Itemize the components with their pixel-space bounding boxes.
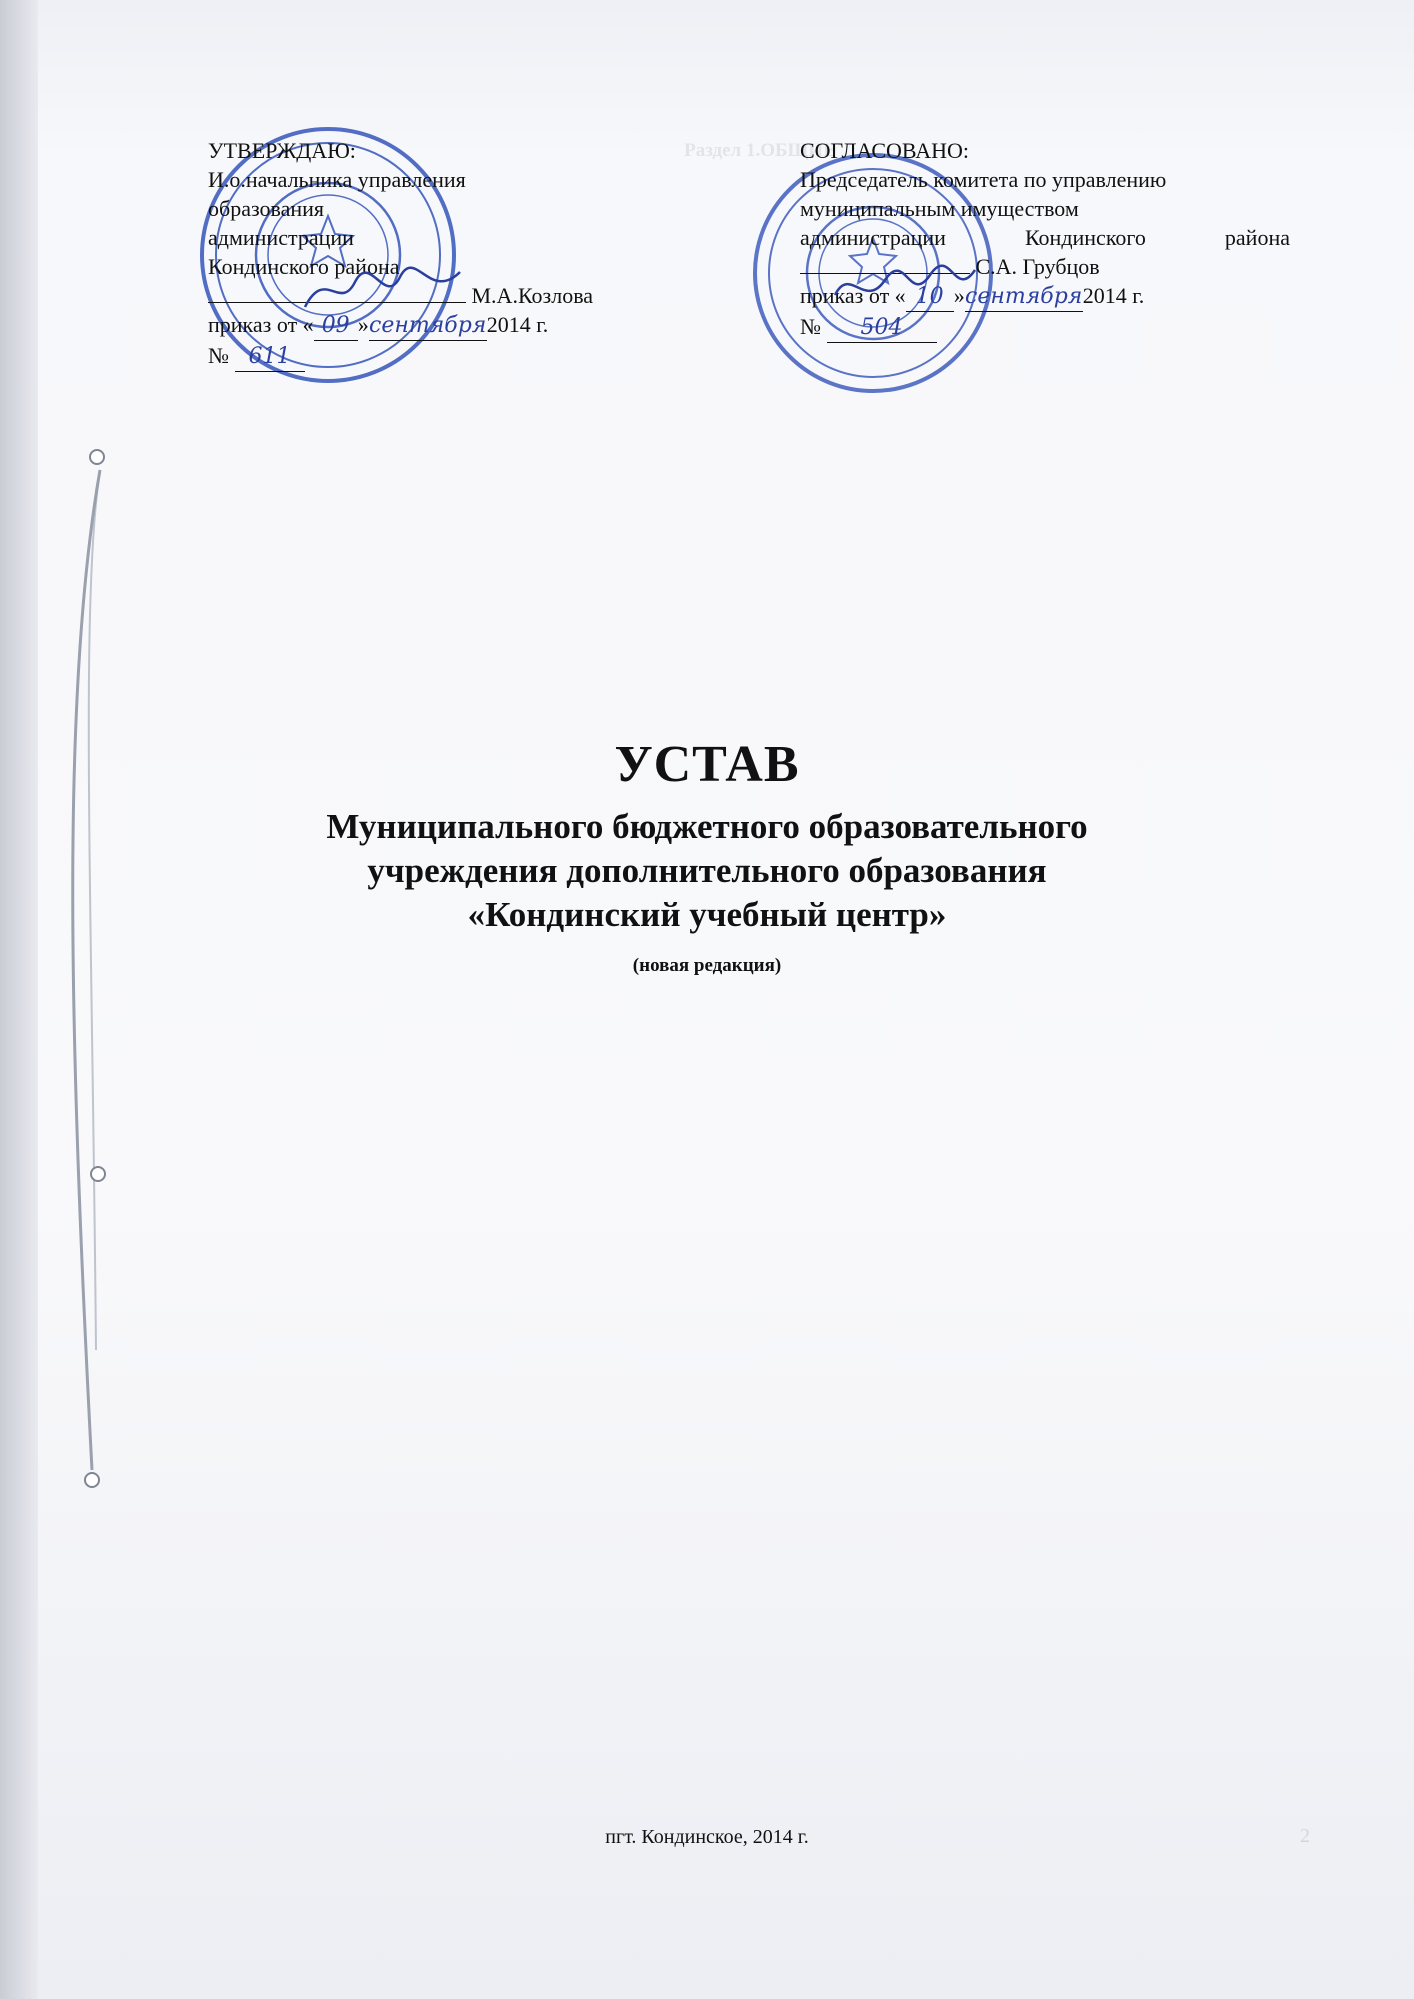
approval-order-year: 2014 г. [486,312,549,337]
agreement-order-day: 10 [906,282,954,312]
approval-order-line: приказ от « 09 »сентября2014 г. [208,310,593,341]
agreement-order-line: приказ от « 10 »сентября2014 г. [800,281,1290,312]
agreement-number-line: № 504 [800,312,1290,343]
approval-line-3: администрации [208,225,354,250]
agreement-line-1: Председатель комитета по управлению [800,167,1167,192]
approval-signer: М.А.Козлова [471,283,594,308]
institution-name-line-1: Муниципального бюджетного образовательного [326,807,1088,846]
approval-block [208,136,593,372]
agreement-order-month: сентября [965,282,1083,312]
approval-line-1: И.о.начальника управления [208,167,466,192]
approval-number-line: № 611 [208,341,593,372]
approval-line-2: образования [208,196,325,221]
binding-thread [0,0,140,1999]
approval-heading: УТВЕРЖДАЮ: [208,138,356,163]
approval-line-4: Кондинского района [208,254,400,279]
institution-name-line-2: учреждения дополнительного образования [367,851,1047,890]
agreement-signature [830,255,980,315]
agreement-heading: СОГЛАСОВАНО: [800,138,969,163]
edition-note: (новая редакция) [632,955,782,976]
place-and-year: пгт. Кондинское, 2014 г. [605,1826,809,1848]
approval-order-day: 09 [314,311,358,341]
institution-name [0,805,1414,937]
agreement-order-year: 2014 г. [1082,283,1145,308]
agreement-line-3: администрации Кондинского района [800,225,1290,250]
document-title: УСТАВ [614,736,800,793]
approval-number: 611 [235,342,305,372]
agreement-number: 504 [827,313,937,343]
approval-signature [300,262,470,322]
bleed-through-heading: Раздел 1.ОБЩИЕ [684,140,836,161]
agreement-signer: С.А. Грубцов [975,254,1100,279]
bleed-through-page-number: 2 [1300,1825,1310,1847]
approval-order-month: сентября [369,311,487,341]
institution-name-line-3: «Кондинский учебный центр» [467,895,947,934]
agreement-line-2: муниципальным имуществом [800,196,1079,221]
